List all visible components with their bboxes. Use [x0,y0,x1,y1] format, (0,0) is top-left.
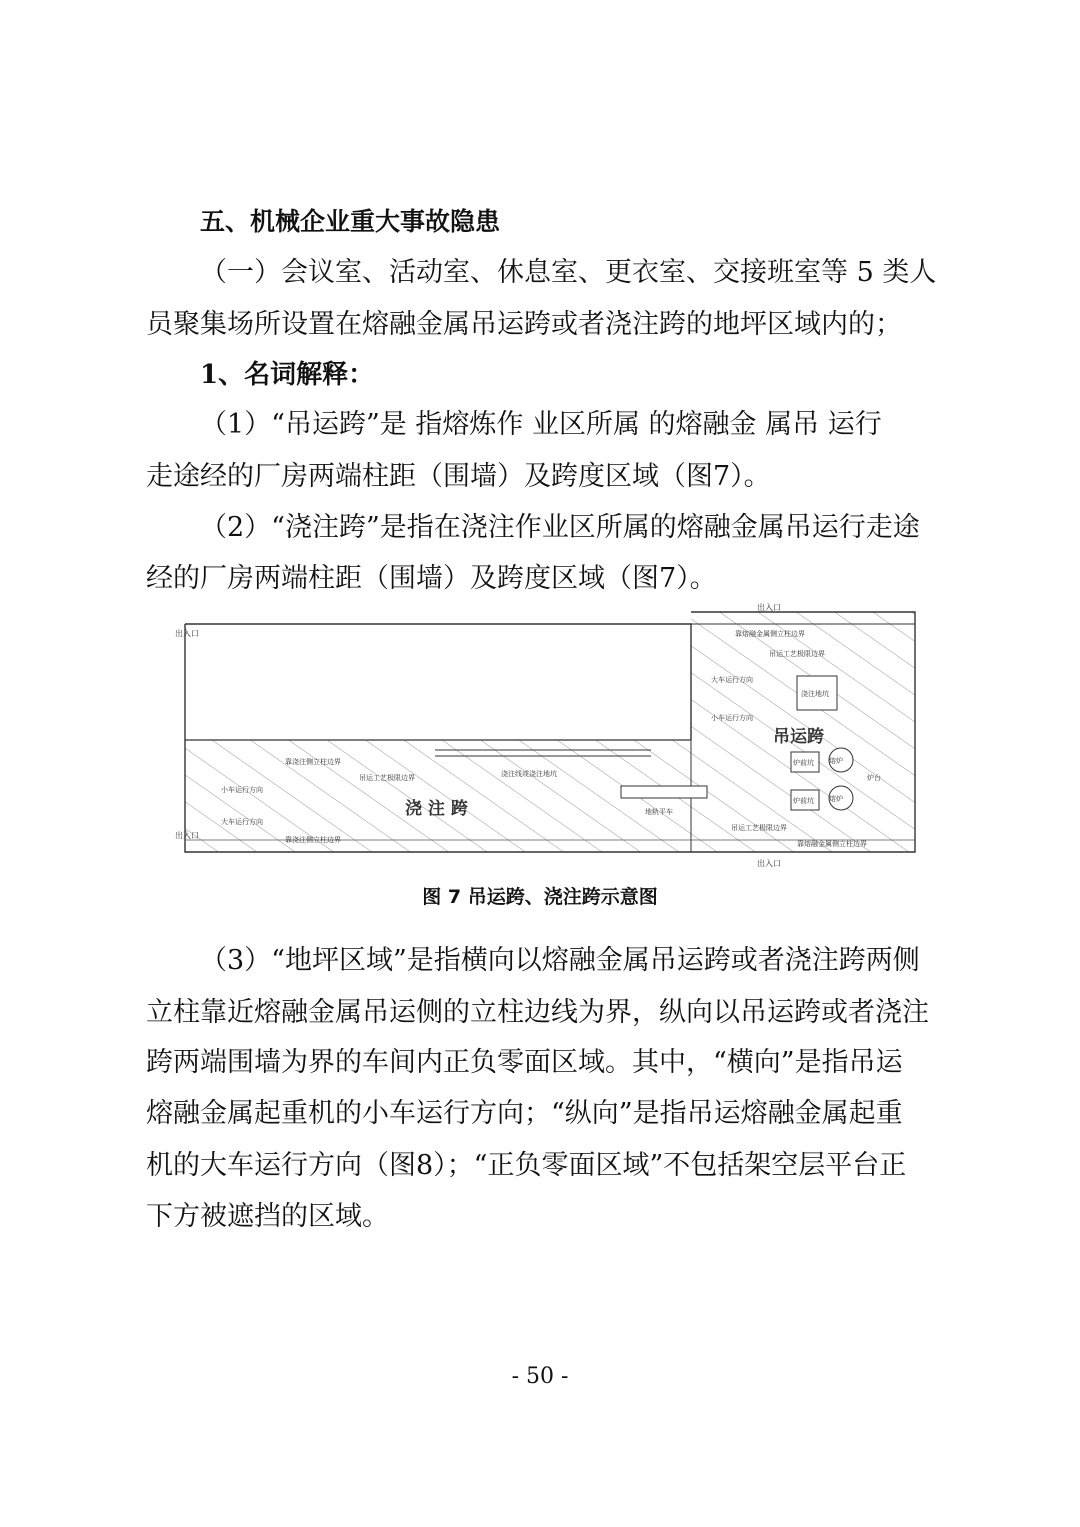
def3-line2: 立柱靠近熔融金属吊运侧的立柱边线为界，纵向以吊运跨或者浇注 [146,997,929,1028]
process-limit-label: 吊运工艺极限边界 [731,824,787,832]
ladle-span-label: 吊运跨 [773,727,824,747]
pour-span-label: 浇 注 跨 [405,799,468,819]
bridge-direction-label: 大车运行方向 [221,818,263,826]
furnace-label: 熔炉 [829,757,843,765]
pour-line-label: 浇注线或浇注地坑 [501,770,557,778]
item1-line2: 员聚集场所设置在熔融金属吊运跨或者浇注跨的地坪区域内的； [146,309,902,340]
def3-line4: 熔融金属起重机的小车运行方向；“纵向”是指吊运熔融金属起重 [146,1098,903,1129]
melt-column-limit-label: 靠熔融金属侧立柱边界 [797,840,867,848]
entrance-label: 出入口 [175,629,199,638]
def3-line5: 机的大车运行方向（图8）；“正负零面区域”不包括架空层平台正 [146,1150,907,1181]
page-number: - 50 - [511,1364,569,1389]
pour-column-limit-label: 靠浇注侧立柱边界 [285,836,341,844]
item1-line1: （一）会议室、活动室、休息室、更衣室、交接班室等 5 类人 [200,257,937,288]
def3-line6: 下方被遮挡的区域。 [146,1201,389,1232]
rail-cart-label: 地轨平车 [645,808,673,816]
trolley-direction-label: 小车运行方向 [221,786,263,794]
def2-line1: （2）“浇注跨”是指在浇注作业区所属的熔融金属吊运行走途 [200,512,920,543]
furnace-label: 熔炉 [829,795,843,803]
process-limit-label: 吊运工艺极限边界 [359,774,415,782]
sub-heading: 1、名词解释： [200,360,375,390]
furnace-platform-label: 炉前坑 [793,759,814,767]
furnace-platform-label: 炉前坑 [793,797,814,805]
def3-line1: （3）“地坪区域”是指横向以熔融金属吊运跨或者浇注跨两侧 [200,945,920,976]
def1-line1: （1）“吊运跨”是 指熔炼作 业区所属 的熔融金 属吊 运行 [200,409,882,440]
entrance-label: 出入口 [757,603,781,612]
figure-caption: 图 7 吊运跨、浇注跨示意图 [422,886,658,908]
process-limit-label: 吊运工艺极限边界 [769,650,825,658]
entrance-label: 出入口 [175,831,199,840]
section-heading: 五、机械企业重大事故隐患 [200,207,501,236]
melt-column-limit-label: 靠熔融金属侧立柱边界 [735,630,805,638]
furnace-stage-label: 炉台 [867,774,881,782]
bridge-direction-label: 大车运行方向 [711,676,753,684]
pour-column-limit-label: 靠浇注侧立柱边界 [285,758,341,766]
def2-line2: 经的厂房两端柱距（围墙）及跨度区域（图7）。 [146,563,717,594]
figure-diagram [165,600,925,872]
def3-line3: 跨两端围墙为界的车间内正负零面区域。其中，“横向”是指吊运 [146,1047,903,1078]
def1-line2: 走途经的厂房两端柱距（围墙）及跨度区域（图7）。 [146,461,771,492]
pour-pit-label: 浇注地坑 [801,690,829,698]
entrance-label: 出入口 [757,859,781,868]
trolley-direction-label: 小车运行方向 [711,714,753,722]
